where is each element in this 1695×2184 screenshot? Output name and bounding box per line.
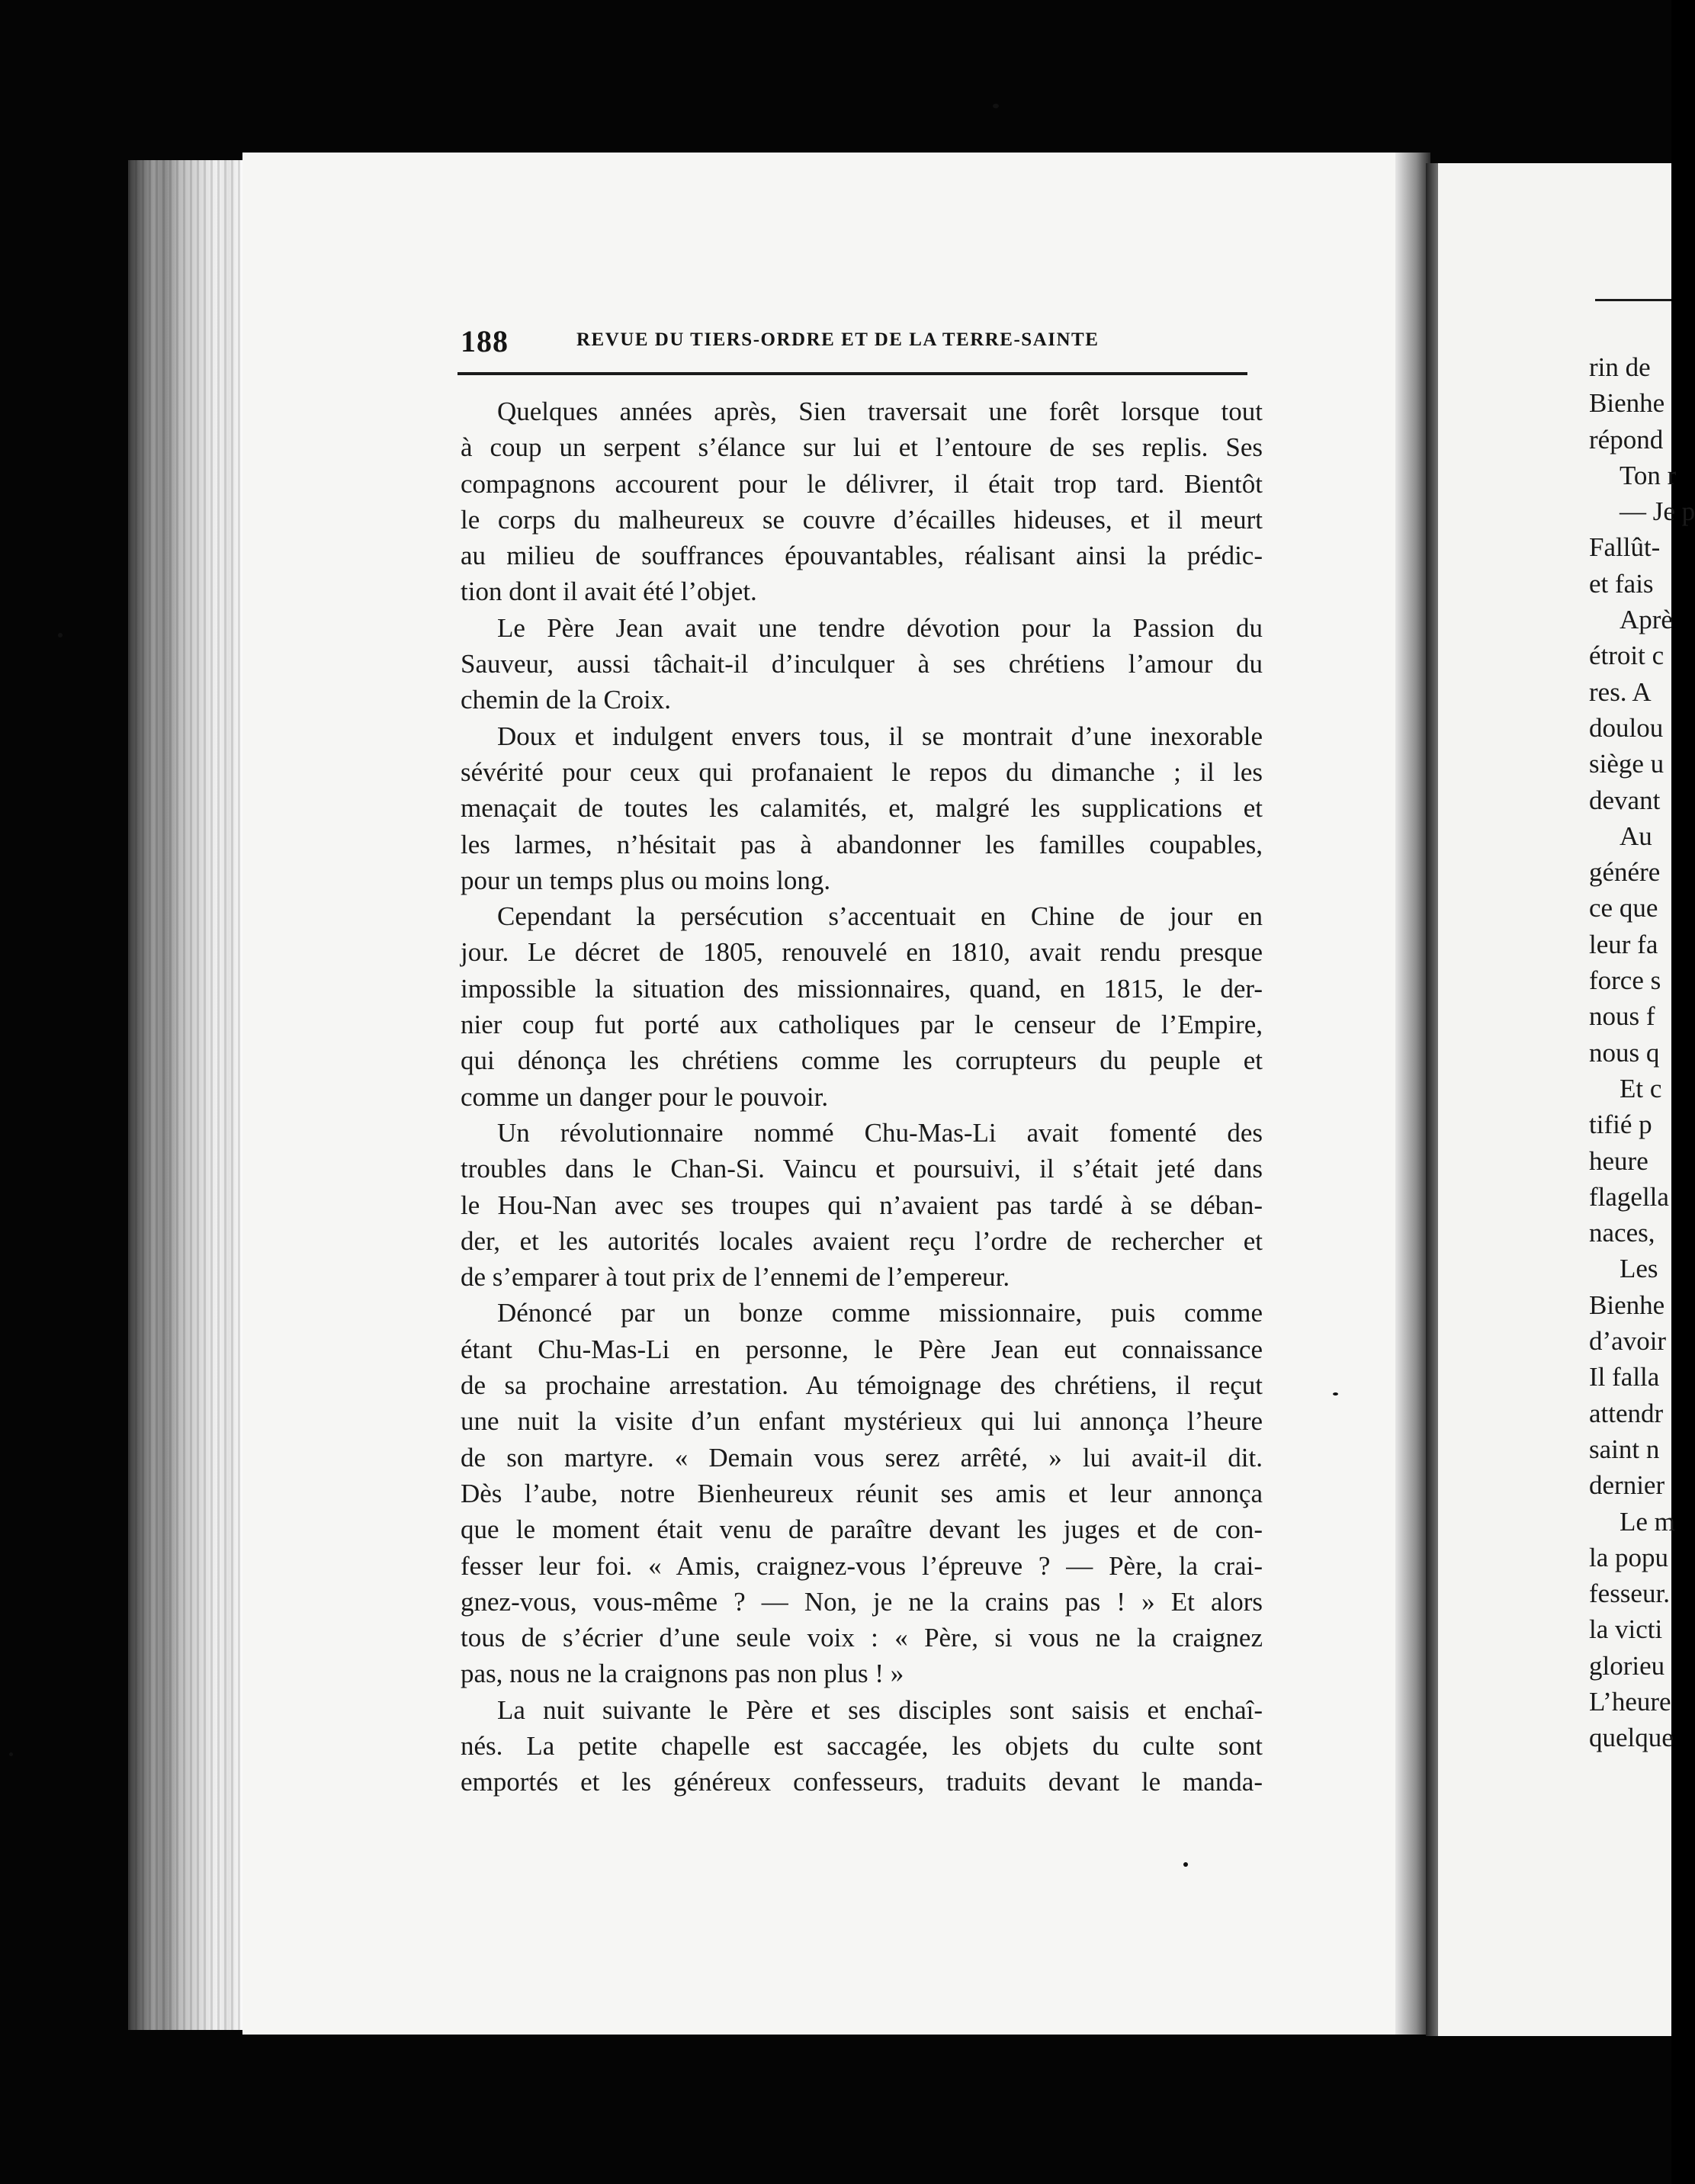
text-line: au milieu de souffrances épouvantables, réalisant ainsi la prédic- [461,541,1263,571]
right-text-line: Au [1620,821,1652,851]
text-line: de son martyre. « Demain vous serez arrêté, » lui avait-il dit. [461,1442,1263,1473]
text-line: chemin de la Croix. [461,685,672,715]
right-page-text [1589,349,1695,1756]
text-line: Dès l’aube, notre Bienheureux réunit ses amis et leur annonça [461,1478,1263,1508]
text-line: pas, nous ne la craignons pas non plus ! » [461,1659,904,1689]
right-text-line: devant [1589,785,1661,815]
text-line: Cependant la persécution s’accentuait en Chine de jour en [497,901,1263,932]
header-rule [457,372,1247,375]
right-text-line: dernier [1589,1470,1665,1501]
text-line: tion dont il avait été l’objet. [461,577,757,607]
right-text-line: ce que [1589,893,1658,923]
scan-speck [1333,1392,1338,1396]
scan-speck [1183,1862,1188,1867]
right-text-line: doulou [1589,712,1664,743]
right-text-line: naces, [1589,1218,1655,1248]
text-line: tous de s’écrier d’une seule voix : « Père, si vous ne la craignez [461,1623,1263,1653]
right-text-line: Et c [1620,1073,1662,1103]
right-text-line: fesseur. [1589,1579,1670,1609]
text-line: le Hou-Nan avec ses troupes qui n’avaient pas tardé à se déban- [461,1190,1263,1220]
right-text-line: d’avoir [1589,1326,1667,1357]
right-text-line: tifié p [1589,1110,1652,1140]
running-title: REVUE DU TIERS-ORDRE ET DE LA TERRE-SAINTE [576,329,1100,350]
book-page-edges [128,160,242,2030]
right-text-line: la popu [1589,1542,1669,1572]
text-line: gnez-vous, vous-même ? — Non, je ne la crains pas ! » Et alors [461,1586,1263,1617]
text-line: une nuit la visite d’un enfant mystérieux qui lui annonça l’heure [461,1406,1263,1437]
right-text-line: res. A [1589,676,1652,707]
text-line: de s’emparer à tout prix de l’ennemi de l’empereur. [461,1262,1010,1293]
text-line: Sauveur, aussi tâchait-il d’inculquer à ses chrétiens l’amour du [461,649,1263,679]
right-text-line: heure [1589,1145,1648,1176]
scan-speck [993,104,999,108]
text-line: jour. Le décret de 1805, renouvelé en 1810, avait rendu presque [461,937,1263,968]
text-line: compagnons accourent pour le délivrer, il était trop tard. Bientôt [461,468,1263,499]
text-line: qui dénonça les chrétiens comme les corrupteurs du peuple et [461,1045,1263,1076]
text-line: troubles dans le Chan-Si. Vaincu et poursuivi, il s’était jeté dans [461,1154,1263,1184]
text-line: les larmes, n’hésitait pas à abandonner les familles coupables, [461,829,1263,859]
text-line: impossible la situation des missionnaires, quand, en 1815, le der- [461,973,1263,1004]
right-text-line: rin de [1589,352,1651,382]
page-number: 188 [461,324,509,358]
right-text-line: — Je p [1620,496,1695,527]
right-text-line: quelque [1589,1723,1674,1753]
right-header-rule [1595,299,1671,301]
text-line: Le Père Jean avait une tendre dévotion pour la Passion du [497,612,1263,643]
text-line: La nuit suivante le Père et ses disciples sont saisis et enchaî- [497,1694,1263,1725]
right-text-line: Aprè [1620,605,1673,635]
text-line: Un révolutionnaire nommé Chu-Mas-Li avait fomenté des [497,1117,1263,1148]
text-line: menaçait de toutes les calamités, et, malgré les supplications et [461,793,1263,824]
right-text-line: Bienhe [1589,1290,1665,1320]
right-text-line: Il falla [1589,1362,1660,1392]
text-line: pour un temps plus ou moins long. [461,865,831,895]
text-line: Dénoncé par un bonze comme missionnaire, puis comme [497,1298,1263,1328]
text-line: nés. La petite chapelle est saccagée, les objets du culte sont [461,1730,1263,1761]
text-line: sévérité pour ceux qui profanaient le repos du dimanche ; il les [461,756,1263,787]
right-text-line: flagella [1589,1181,1669,1212]
right-text-line: Fallût- [1589,532,1661,563]
right-text-line: nous q [1589,1037,1660,1068]
right-text-line: glorieu [1589,1650,1665,1681]
scan-speck [9,1752,13,1756]
right-text-line: attendr [1589,1398,1664,1428]
text-line: fesser leur foi. « Amis, craignez-vous l’épreuve ? — Père, la crai- [461,1550,1263,1581]
right-text-line: la victi [1589,1614,1663,1645]
right-text-line: Bienhe [1589,388,1665,419]
text-line: emportés et les généreux confesseurs, traduits devant le manda- [461,1767,1263,1797]
right-text-line: Le m [1620,1506,1675,1537]
text-line: que le moment était venu de paraître devant les juges et de con- [461,1514,1263,1545]
right-text-line: Les [1620,1254,1658,1284]
right-text-line: répond [1589,424,1664,454]
text-line: comme un danger pour le pouvoir. [461,1081,829,1112]
right-text-line: L’heure [1589,1686,1671,1717]
right-text-line: Ton r [1620,460,1677,490]
text-line: Doux et indulgent envers tous, il se montrait d’une inexorable [497,721,1263,751]
text-line: étant Chu-Mas-Li en personne, le Père Jean eut connaissance [461,1334,1263,1364]
right-text-line: génére [1589,857,1661,888]
text-line: nier coup fut porté aux catholiques par le censeur de l’Empire, [461,1010,1263,1040]
text-line: le corps du malheureux se couvre d’écailles hideuses, et il meurt [461,504,1263,535]
right-text-line: et fais [1589,568,1654,599]
right-text-line: force s [1589,965,1661,996]
right-text-line: étroit c [1589,641,1665,671]
text-line: à coup un serpent s’élance sur lui et l’entoure de ses replis. Ses [461,432,1263,463]
right-text-line: nous f [1589,1001,1655,1032]
scan-speck [58,633,63,638]
text-line: der, et les autorités locales avaient reçu l’ordre de rechercher et [461,1225,1263,1256]
right-text-line: siège u [1589,749,1665,779]
running-header [461,323,1247,358]
right-text-line: leur fa [1589,929,1658,959]
text-line: de sa prochaine arrestation. Au témoignage des chrétiens, il reçut [461,1370,1263,1401]
left-page-text [461,393,1263,1800]
right-text-line: saint n [1589,1434,1660,1464]
text-line: Quelques années après, Sien traversait une forêt lorsque tout [497,397,1263,426]
